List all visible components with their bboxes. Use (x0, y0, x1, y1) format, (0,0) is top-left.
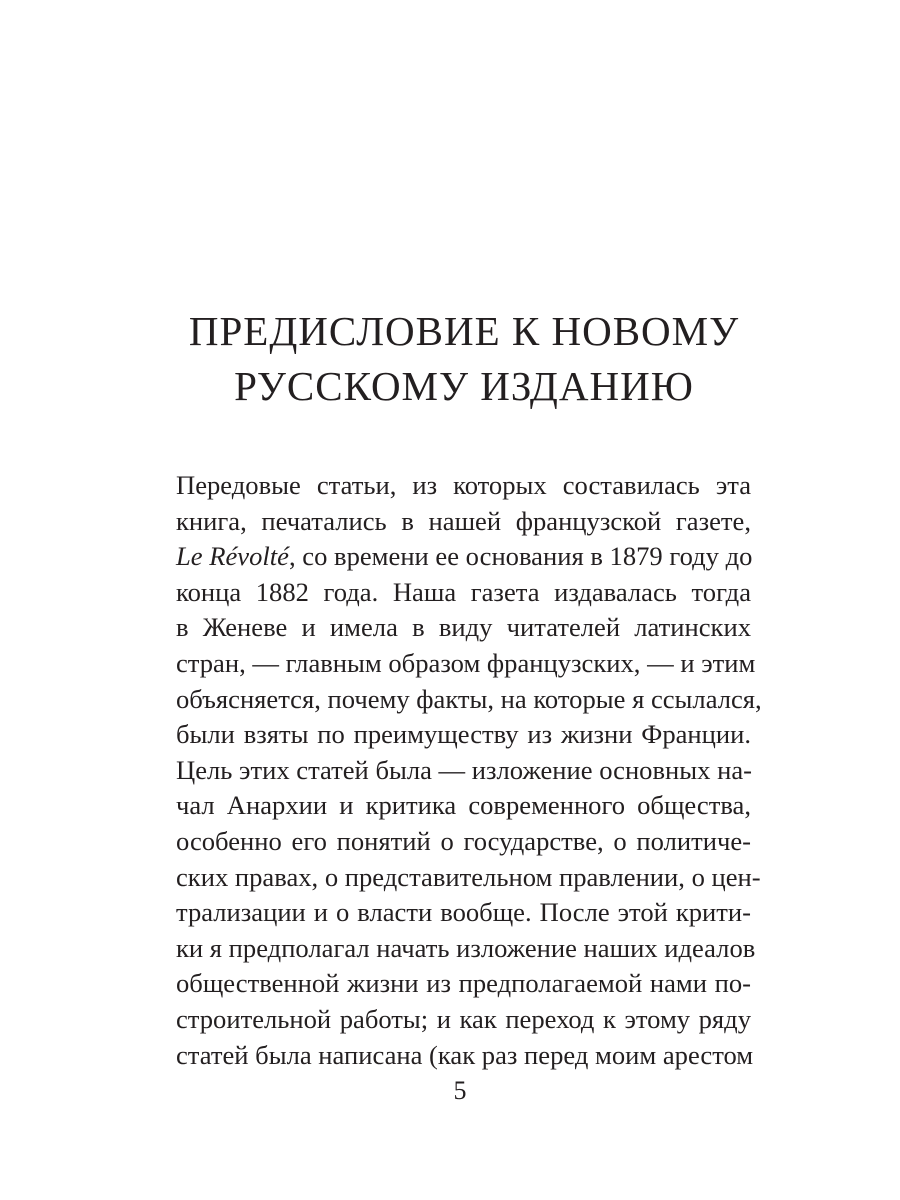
text-line: конца 1882 года. Наша газета издавалась тогда (176, 576, 751, 607)
chapter-title-line: ПРЕДИСЛОВИЕ К НОВОМУ (188, 308, 740, 354)
text-line: общественной жизни из предполагаемой нами по- (176, 968, 751, 999)
newspaper-title: Le Révolté (176, 541, 289, 572)
text-line: особенно его понятий о государстве, о политиче- (176, 825, 751, 856)
text-line: были взяты по преимуществу из жизни Франции. (176, 719, 751, 750)
text-fragment: , со времени ее основания в 1879 году до (288, 541, 753, 572)
text-line: трализации и о власти вообще. После этой крити- (176, 897, 751, 928)
page-number: 5 (453, 1076, 467, 1105)
text-line: ки я предполагал начать изложение наших идеалов (176, 932, 756, 963)
text-line: ских правах, о представительном правлении, о цен- (176, 861, 761, 892)
text-line (176, 539, 751, 575)
chapter-title-line: РУССКОМУ ИЗДАНИЮ (234, 363, 694, 409)
text-line: объясняется, почему факты, на которые я ссылался, (176, 683, 762, 714)
text-line: строительной работы; и как переход к этому ряду (176, 1003, 751, 1034)
chapter-title (150, 304, 778, 414)
body-paragraph (176, 468, 762, 1073)
text-line: Цель этих статей была — изложение основных на- (176, 754, 752, 785)
text-line: книга, печатались в нашей французской газете, (176, 505, 751, 536)
text-line: в Женеве и имела в виду читателей латинских (176, 612, 751, 643)
text-line: стран, — главным образом французских, — и этим (176, 647, 756, 678)
text-line: чал Анархии и критика современного общества, (176, 790, 751, 821)
text-line: Передовые статьи, из которых составилась эта (176, 470, 751, 500)
text-line: статей была написана (как раз перед моим арестом (176, 1039, 754, 1070)
